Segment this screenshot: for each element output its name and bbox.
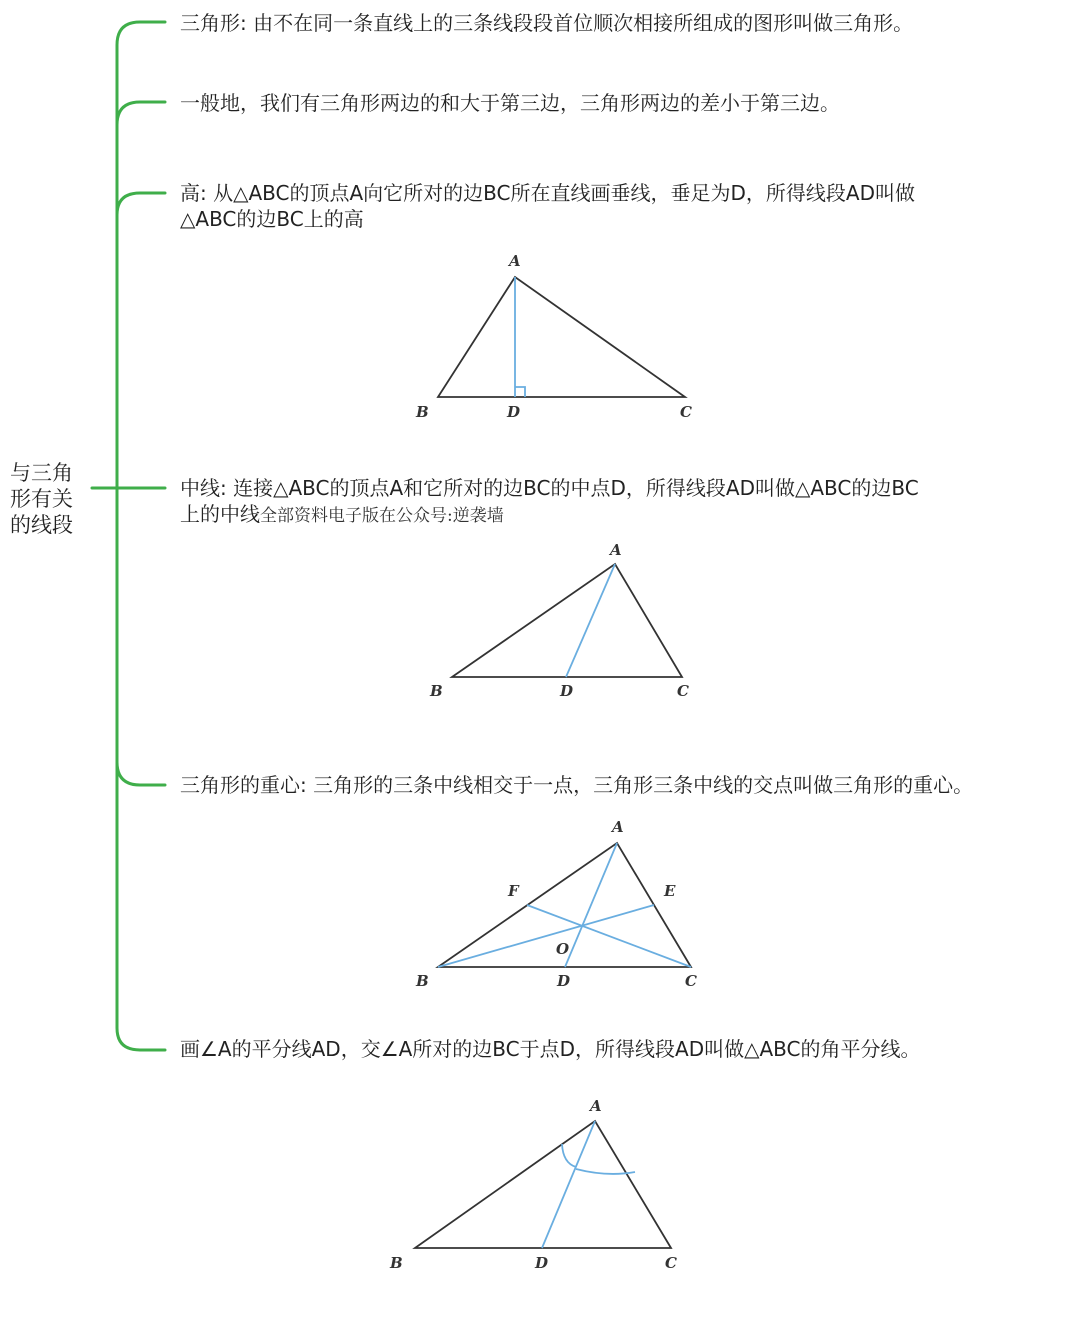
centroid-figure <box>405 815 715 995</box>
branch-altitude <box>180 180 915 232</box>
root-topic <box>10 460 90 538</box>
bisector-figure <box>385 1095 695 1280</box>
bisector-label-C: C <box>665 1254 677 1272</box>
bisector-label-A: A <box>590 1097 602 1115</box>
centroid-label-D: D <box>557 972 571 990</box>
median-from-B <box>438 905 654 967</box>
median-figure <box>420 535 710 705</box>
centroid-label-B: B <box>416 972 429 990</box>
median-text-line-1: 中线: 连接△ABC的顶点A和它所对的边BC的中点D，所得线段AD叫做△ABC的边BC <box>180 476 919 500</box>
root-line-2: 形有关 <box>10 487 73 511</box>
median-triangle <box>452 564 682 677</box>
median-label-C: C <box>677 682 689 700</box>
branch-connector-side <box>117 102 165 125</box>
angle-arc-left <box>562 1144 576 1167</box>
median-text-line-2 <box>180 501 919 529</box>
branch-connector-altitude <box>117 193 165 215</box>
altitude-triangle <box>438 277 685 397</box>
median-label-A: A <box>610 541 622 559</box>
bisector-triangle <box>415 1121 671 1248</box>
branch-centroid: 三角形的重心: 三角形的三条中线相交于一点，三角形三条中线的交点叫做三角形的重心。 <box>180 773 974 797</box>
centroid-label-F: F <box>508 882 519 900</box>
branch-side-relation: 一般地，我们有三角形两边的和大于第三边，三角形两边的差小于第三边。 <box>180 91 840 115</box>
bisector-label-B: B <box>390 1254 403 1272</box>
altitude-label-D: D <box>507 403 521 421</box>
watermark-text: 全部资料电子版在公众号:逆袭墙 <box>260 506 504 526</box>
centroid-label-A: A <box>612 818 624 836</box>
root-line-1: 与三角 <box>10 461 73 485</box>
altitude-figure <box>400 245 710 430</box>
right-angle-mark <box>515 387 525 397</box>
altitude-text-line-2: △ABC的边BC上的高 <box>180 207 364 231</box>
altitude-label-B: B <box>416 403 429 421</box>
altitude-text-line-1: 高: 从△ABC的顶点A向它所对的边BC所在直线画垂线，垂足为D，所得线段AD叫做 <box>180 181 915 205</box>
bisector-label-D: D <box>535 1254 549 1272</box>
median-from-C <box>527 905 691 967</box>
altitude-label-A: A <box>509 252 521 270</box>
branch-median <box>180 475 919 529</box>
median-label-D: D <box>560 682 574 700</box>
median-text-line-2-main: 上的中线 <box>180 502 260 526</box>
root-line-3: 的线段 <box>10 513 73 537</box>
centroid-label-E: E <box>664 882 676 900</box>
altitude-label-C: C <box>680 403 692 421</box>
branch-angle-bisector: 画∠A的平分线AD，交∠A所对的边BC于点D，所得线段AD叫做△ABC的角平分线。 <box>180 1037 921 1061</box>
branch-connector-centroid <box>117 762 165 785</box>
centroid-label-C: C <box>685 972 697 990</box>
median-label-B: B <box>430 682 443 700</box>
trunk-line <box>117 22 165 1050</box>
centroid-label-O: O <box>556 940 570 958</box>
branch-triangle-definition: 三角形: 由不在同一条直线上的三条线段段首位顺次相接所组成的图形叫做三角形。 <box>180 11 914 35</box>
